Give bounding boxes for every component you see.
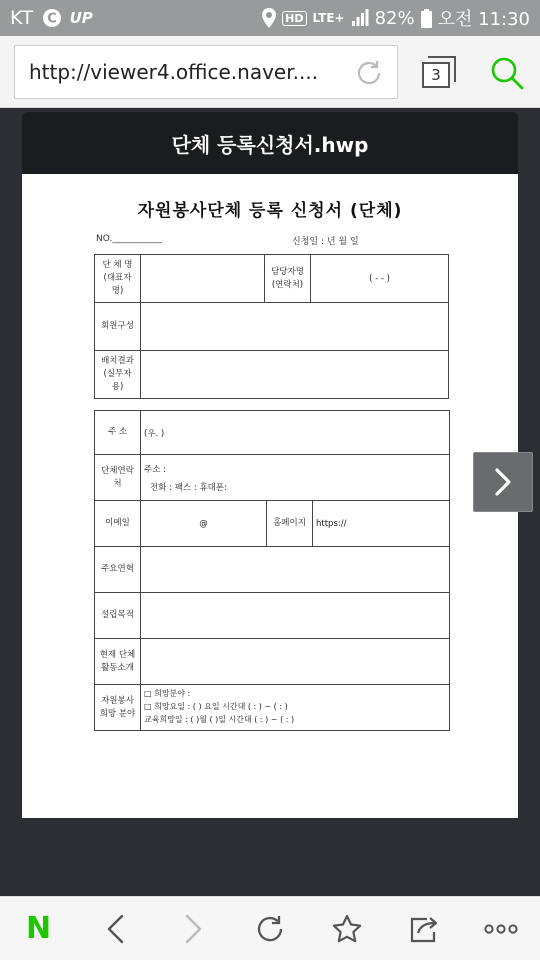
email-cell[interactable] <box>141 501 267 547</box>
field-line-1: □ 희망분야 : <box>144 689 191 699</box>
address-text: 주 소 <box>107 427 128 438</box>
homepage-label <box>267 501 313 547</box>
homepage-value: https:// <box>316 518 347 529</box>
group-contact-address: 주소 : <box>144 464 166 475</box>
applicant-table <box>94 254 449 399</box>
network-type-label: LTE+ <box>312 11 345 25</box>
document-filename: 단체 등록신청서.hwp <box>22 112 518 174</box>
history-cell[interactable] <box>141 547 450 593</box>
group-name-text: 단 체 명 (대표자명) <box>102 260 133 296</box>
tab-count: 3 <box>422 62 450 88</box>
volunteer-field-cell[interactable] <box>141 685 450 731</box>
status-bar <box>0 0 540 36</box>
search-icon[interactable] <box>488 54 526 92</box>
purpose-text: 설립목적 <box>101 610 134 621</box>
activity-text: 현재 단체 활동소개 <box>99 649 136 673</box>
group-name-cell[interactable] <box>141 255 265 303</box>
svg-text:C: C <box>46 11 57 27</box>
form-number: NO.___________ <box>96 234 162 244</box>
share-button[interactable] <box>400 905 448 953</box>
battery-percent: 82% <box>374 7 415 29</box>
group-info-table <box>94 410 450 731</box>
history-label <box>95 547 141 593</box>
purpose-cell[interactable] <box>141 593 450 639</box>
document-viewer[interactable] <box>0 108 540 896</box>
hd-voice-icon: HD <box>282 11 306 26</box>
group-contact-text: 단체연락처 <box>101 465 134 489</box>
back-button[interactable] <box>92 905 140 953</box>
group-name-label <box>95 255 141 303</box>
address-label <box>95 411 141 455</box>
clock: 오전 11:30 <box>437 9 530 30</box>
bottom-toolbar <box>0 896 540 960</box>
purpose-label <box>95 593 141 639</box>
next-page-button[interactable] <box>473 452 533 512</box>
share-icon <box>407 913 441 945</box>
c-app-icon <box>42 8 62 28</box>
homepage-cell[interactable] <box>313 501 450 547</box>
refresh-icon <box>254 913 286 945</box>
address-bar <box>0 36 540 108</box>
refresh-button[interactable] <box>246 905 294 953</box>
group-contact-label <box>95 455 141 501</box>
forward-button[interactable] <box>169 905 217 953</box>
address-value: (우. ) <box>144 428 165 439</box>
chevron-right-icon <box>492 467 514 497</box>
naver-home-button[interactable] <box>15 905 63 953</box>
group-contact-cell[interactable] <box>141 455 450 501</box>
group-contact-phones: 전화 : 팩스 : 휴대폰: <box>150 482 227 493</box>
volunteer-field-text: 자원봉사 희망 분야 <box>99 695 136 719</box>
contact-person-label <box>265 255 311 303</box>
url-text[interactable]: http://viewer4.office.naver.... <box>29 60 319 84</box>
star-icon <box>331 913 363 945</box>
field-line-3: 교육희망일 : ( )월 ( )일 시간대 ( : ) ~ ( : ) <box>144 714 295 724</box>
history-text: 주요연혁 <box>101 564 134 575</box>
assignment-cell[interactable] <box>141 351 449 399</box>
application-date: 신청일 : 년 월 일 <box>292 237 359 247</box>
homepage-text: 홈페이지 <box>273 518 306 529</box>
location-icon <box>262 8 276 28</box>
tabs-button[interactable] <box>418 54 456 92</box>
members-label <box>95 303 141 351</box>
activity-label <box>95 639 141 685</box>
contact-person-text: 담당자명 (연락처) <box>271 266 304 290</box>
email-label <box>95 501 141 547</box>
contact-person-cell[interactable] <box>311 255 449 303</box>
forward-icon <box>181 913 205 945</box>
members-cell[interactable] <box>141 303 449 351</box>
assignment-label <box>95 351 141 399</box>
signal-icon <box>351 9 369 27</box>
up-app-label: UP <box>69 9 93 27</box>
reload-icon[interactable] <box>353 57 385 89</box>
bookmark-button[interactable] <box>323 905 371 953</box>
activity-cell[interactable] <box>141 639 450 685</box>
more-button[interactable] <box>477 905 525 953</box>
email-value: @ <box>199 518 208 529</box>
back-icon <box>104 913 128 945</box>
document-page[interactable] <box>22 174 518 818</box>
naver-logo-icon: N <box>26 911 52 946</box>
url-field[interactable] <box>14 45 398 99</box>
address-cell[interactable] <box>141 411 450 455</box>
members-text: 회원구성 <box>101 321 134 332</box>
assignment-text: 배치결과 (실무자용) <box>101 356 134 392</box>
carrier-label: KT <box>10 7 34 29</box>
email-text: 이메일 <box>105 518 130 529</box>
contact-person-value: ( - - ) <box>369 273 390 284</box>
document-title: 자원봉사단체 등록 신청서 (단체) <box>137 201 403 221</box>
field-line-2: □ 희망요일 : ( ) 요일 시간대 ( : ) ~ ( : ) <box>144 702 288 712</box>
battery-icon <box>421 9 432 28</box>
volunteer-field-label <box>95 685 141 731</box>
more-icon <box>483 923 519 935</box>
